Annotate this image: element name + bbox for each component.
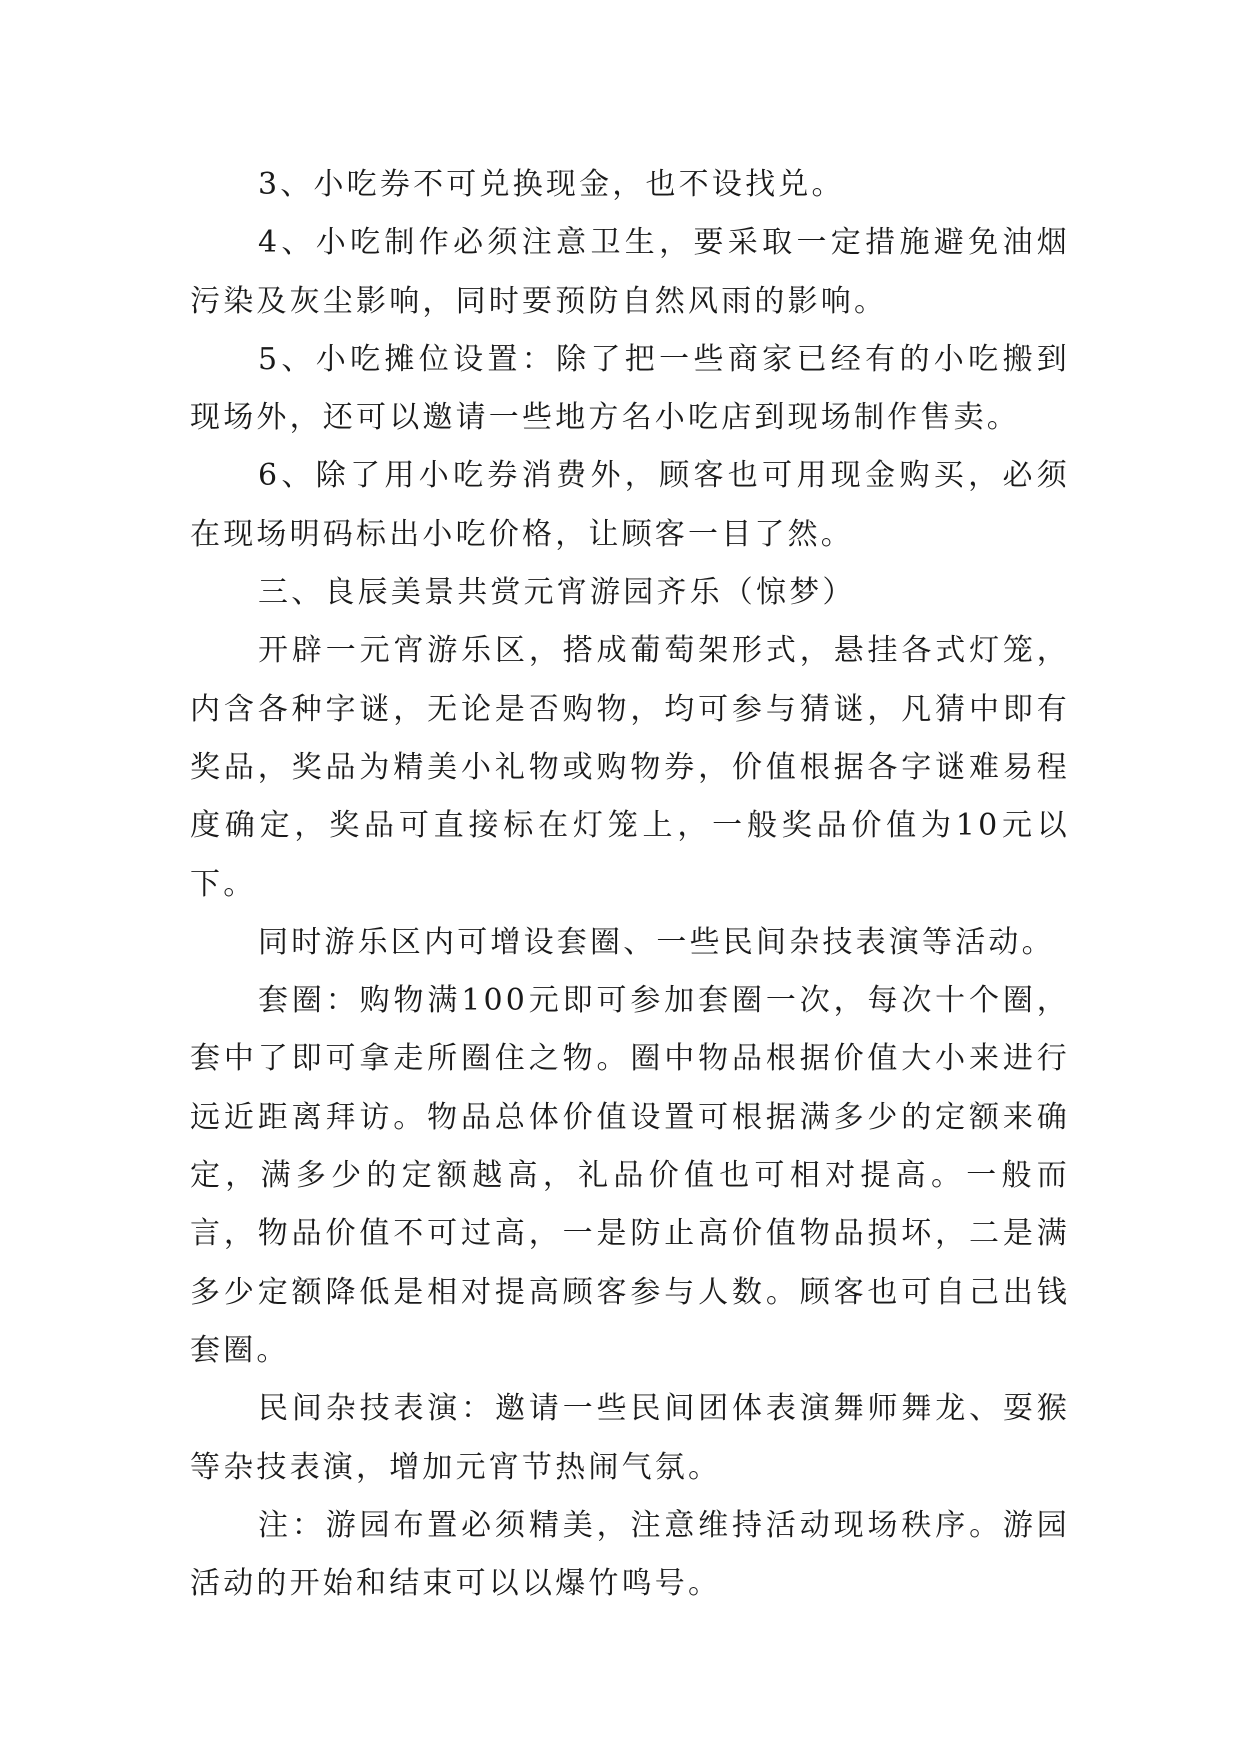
paragraph-item-4: 4、小吃制作必须注意卫生，要采取一定措施避免油烟污染及灰尘影响，同时要预防自然风雨的影响。: [190, 225, 1070, 319]
paragraph-ring-toss: 套圈：购物满100元即可参加套圈一次，每次十个圈，套中了即可拿走所圈住之物。圈中物品根据价值大小来进行远近距离拜访。物品总体价值设置可根据满多少的定额来确定，满多少的定额越高，礼品价值也可相对提高。一般而言，物品价值不可过高，一是防止高价值物品损坏，二是满多少定额降低是相对提高顾客参与人数。顾客也可自己出钱套圈。: [190, 983, 1070, 1368]
paragraph-item-5: 5、小吃摊位设置：除了把一些商家已经有的小吃搬到现场外，还可以邀请一些地方名小吃店到现场制作售卖。: [190, 341, 1070, 436]
paragraph-lantern-riddles: 开辟一元宵游乐区，搭成葡萄架形式，悬挂各式灯笼，内含各种字谜，无论是否购物，均可参与猜谜，凡猜中即有奖品，奖品为精美小礼物或购物券，价值根据各字谜难易程度确定，奖品可直接标在灯笼上，一般奖品价值为10元以下。: [190, 633, 1070, 902]
paragraph-folk-acrobatics: 民间杂技表演：邀请一些民间团体表演舞师舞龙、耍猴等杂技表演，增加元宵节热闹气氛。: [190, 1391, 1070, 1485]
document-body: [190, 156, 1070, 1613]
paragraph-item-3: 3、小吃券不可兑换现金，也不设找兑。: [258, 167, 845, 202]
paragraph-item-6: 6、除了用小吃券消费外，顾客也可用现金购买，必须在现场明码标出小吃价格，让顾客一目了然。: [190, 458, 1070, 552]
section-heading-3: 三、良辰美景共赏元宵游园齐乐（惊梦）: [258, 575, 856, 611]
paragraph-extra-activities: 同时游乐区内可增设套圈、一些民间杂技表演等活动。: [258, 924, 1055, 960]
paragraph-note: 注：游园布置必须精美，注意维持活动现场秩序。游园活动的开始和结束可以以爆竹鸣号。: [190, 1507, 1070, 1602]
